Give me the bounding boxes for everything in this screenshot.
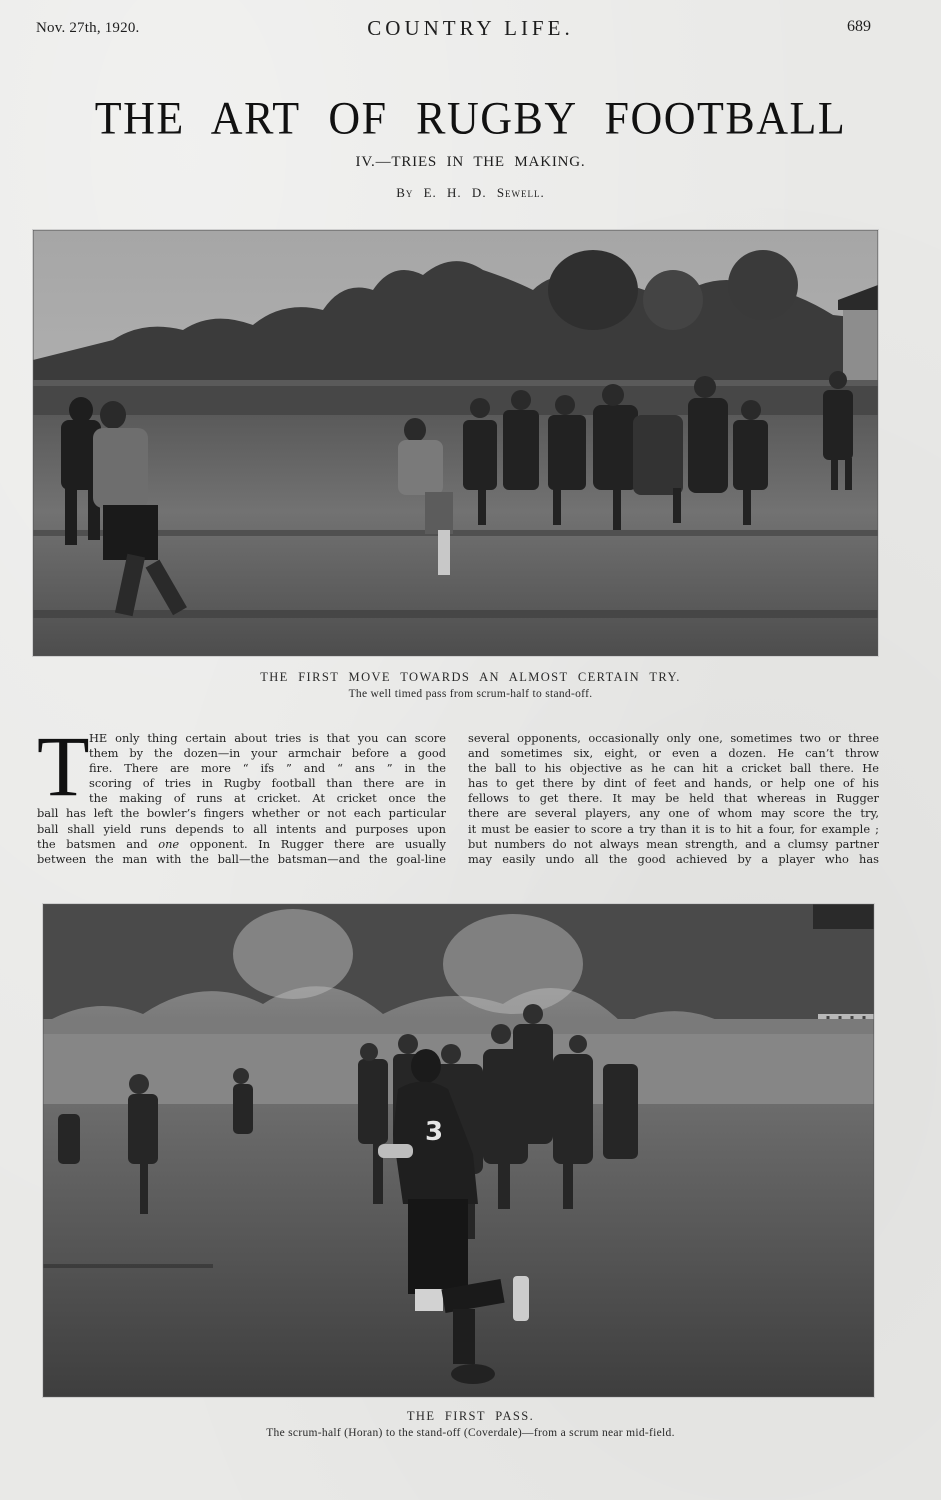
article-subtitle: IV.—TRIES IN THE MAKING. (355, 154, 586, 170)
drop-cap: T (37, 718, 90, 814)
body-line: the making of runs at cricket. At cricket once the (89, 791, 446, 806)
body-line: and sometimes six, eight, or even a dozen. He can’t throw (468, 746, 879, 761)
body-line: ball has left the bowler’s fingers whether or not each particular (37, 806, 446, 821)
body-line: has to get there by dint of feet and hands, or help one of his (468, 776, 879, 791)
photo-scrum-pass (32, 229, 879, 657)
body-line: them by the dozen—in your armchair before a good (89, 746, 446, 761)
byline: By E. H. D. Sewell. (396, 185, 545, 200)
body-line: but numbers do not always mean strength, and a clumsy partner (468, 836, 879, 851)
body-line: several opponents, occasionally only one, sometimes two or three (468, 731, 879, 745)
photo-2-caption-title: THE FIRST PASS. (406, 1409, 535, 1423)
body-line: fire. There are more “ ifs ” and “ ans ” in the (89, 761, 446, 776)
body-column-left (37, 718, 446, 867)
body-line: ball shall yield runs depends to all intents and purposes upon (37, 821, 446, 836)
italic-emphasis: one (158, 836, 180, 851)
body-line: fellows to get there. It may be held that whereas in Rugger (468, 791, 879, 806)
rugby-photo-image (43, 904, 874, 1397)
svg-text:3: 3 (425, 1117, 444, 1147)
body-line-with-italic: the batsmen and one opponent. In Rugger there are usually (37, 836, 446, 851)
page-number: 689 (847, 18, 871, 35)
photo-1-caption-subtitle: The well timed pass from scrum-half to stand-off. (348, 688, 593, 700)
body-line: the ball to his objective as he can hit a cricket ball there. He (468, 761, 879, 776)
publication-name: COUNTRY LIFE. (367, 16, 574, 40)
photo-1-caption-title: THE FIRST MOVE TOWARDS AN ALMOST CERTAIN TRY. (260, 670, 681, 684)
article-title: THE ART OF RUGBY FOOTBALL (94, 92, 847, 145)
body-line: there are several players, any one of whom may score the try, (468, 806, 879, 821)
photo-2-caption-subtitle: The scrum-half (Horan) to the stand-off (Coverdale)—from a scrum near mid-field. (266, 1427, 675, 1439)
body-line: may easily undo all the good achieved by a player who has (468, 851, 879, 866)
body-line: scoring of tries in Rugby football than there are in (89, 776, 446, 791)
issue-date: Nov. 27th, 1920. (36, 20, 140, 36)
body-line: between the man with the ball—the batsman—and the goal-line (37, 851, 446, 866)
body-column-right (468, 731, 879, 867)
running-head (0, 16, 941, 46)
body-line: it must be easier to score a try than it is to hit a four, for example ; (468, 821, 879, 836)
rugby-photo-image (33, 230, 878, 656)
body-line: HE only thing certain about tries is that you can score (89, 731, 446, 745)
photo-first-pass (42, 903, 875, 1398)
